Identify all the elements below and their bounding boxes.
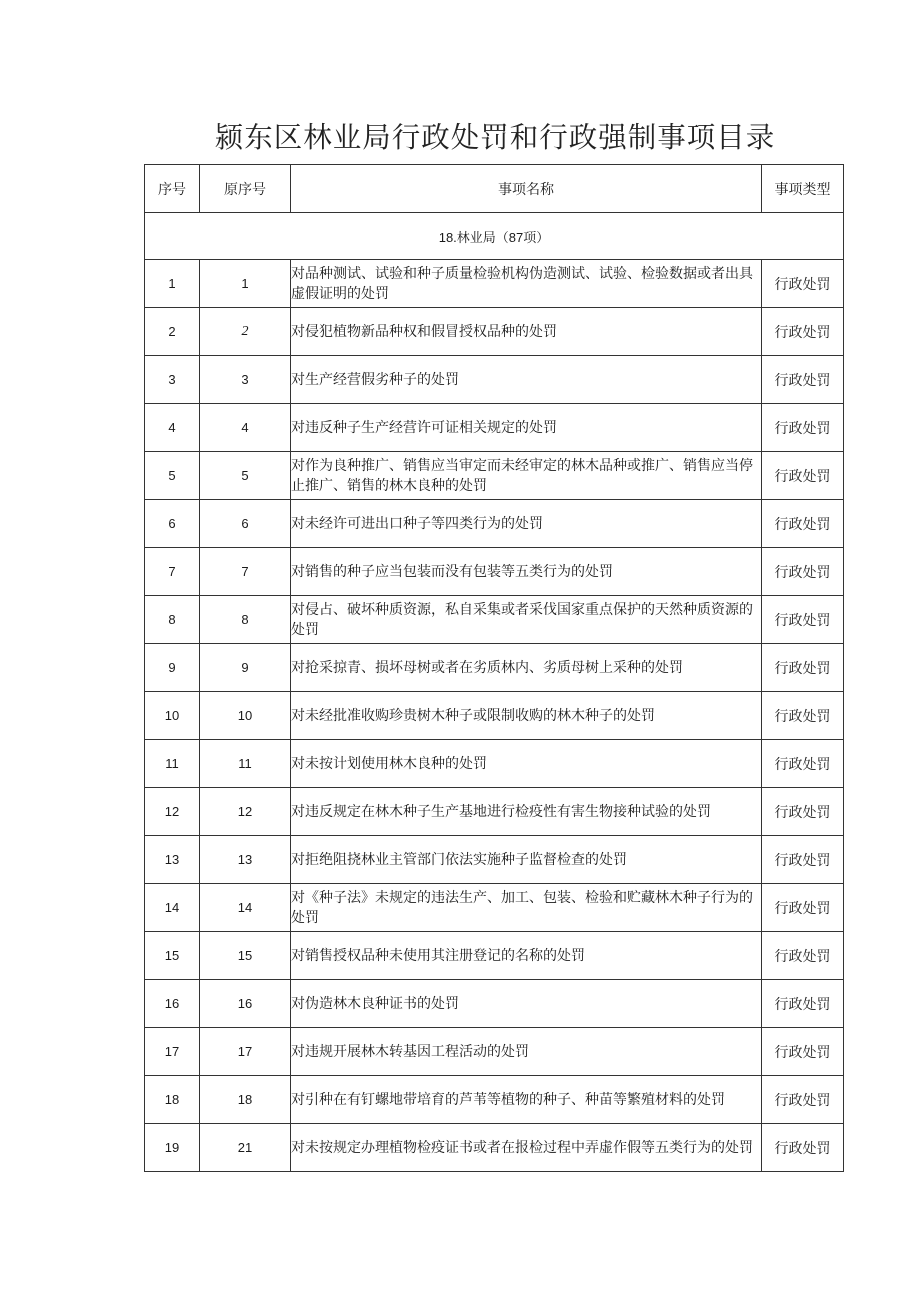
table-row bbox=[145, 836, 844, 884]
item-type-cell: 行政处罚 bbox=[762, 884, 844, 932]
orig-seq-cell: 9 bbox=[200, 644, 291, 692]
table-row bbox=[145, 308, 844, 356]
item-name-cell: 对违反种子生产经营许可证相关规定的处罚 bbox=[291, 404, 762, 452]
orig-seq-cell: 18 bbox=[200, 1076, 291, 1124]
item-type-cell: 行政处罚 bbox=[762, 500, 844, 548]
orig-seq-cell: 15 bbox=[200, 932, 291, 980]
seq-cell: 8 bbox=[145, 596, 200, 644]
seq-cell: 5 bbox=[145, 452, 200, 500]
item-type-cell: 行政处罚 bbox=[762, 788, 844, 836]
seq-cell: 10 bbox=[145, 692, 200, 740]
table-row bbox=[145, 1124, 844, 1172]
table-row bbox=[145, 740, 844, 788]
table-row bbox=[145, 548, 844, 596]
orig-seq-cell: 21 bbox=[200, 1124, 291, 1172]
catalog-table bbox=[144, 164, 844, 1172]
item-name-cell: 对生产经营假劣种子的处罚 bbox=[291, 356, 762, 404]
item-name-cell: 对未经许可进出口种子等四类行为的处罚 bbox=[291, 500, 762, 548]
seq-cell: 17 bbox=[145, 1028, 200, 1076]
item-name-cell: 对作为良种推广、销售应当审定而未经审定的林木品种或推广、销售应当停止推广、销售的林木良种的处罚 bbox=[291, 452, 762, 500]
item-name-cell: 对违反规定在林木种子生产基地进行检疫性有害生物接种试验的处罚 bbox=[291, 788, 762, 836]
item-type-cell: 行政处罚 bbox=[762, 932, 844, 980]
table-row bbox=[145, 1076, 844, 1124]
table-row bbox=[145, 884, 844, 932]
section-row bbox=[145, 213, 844, 260]
item-type-cell: 行政处罚 bbox=[762, 308, 844, 356]
item-type-cell: 行政处罚 bbox=[762, 836, 844, 884]
item-type-cell: 行政处罚 bbox=[762, 452, 844, 500]
item-name-cell: 对引种在有钉螺地带培育的芦苇等植物的种子、种苗等繁殖材料的处罚 bbox=[291, 1076, 762, 1124]
orig-seq-cell: 14 bbox=[200, 884, 291, 932]
header-item-name: 事项名称 bbox=[291, 165, 762, 213]
orig-seq-cell: 2 bbox=[200, 308, 291, 356]
orig-seq-cell: 7 bbox=[200, 548, 291, 596]
table-row bbox=[145, 932, 844, 980]
item-name-cell: 对伪造林木良种证书的处罚 bbox=[291, 980, 762, 1028]
item-name-cell: 对违规开展林木转基因工程活动的处罚 bbox=[291, 1028, 762, 1076]
item-name-cell: 对未经批准收购珍贵树木种子或限制收购的林木种子的处罚 bbox=[291, 692, 762, 740]
item-type-cell: 行政处罚 bbox=[762, 596, 844, 644]
table-row bbox=[145, 788, 844, 836]
seq-cell: 12 bbox=[145, 788, 200, 836]
orig-seq-cell: 5 bbox=[200, 452, 291, 500]
seq-cell: 19 bbox=[145, 1124, 200, 1172]
table-row bbox=[145, 596, 844, 644]
seq-cell: 7 bbox=[145, 548, 200, 596]
seq-cell: 4 bbox=[145, 404, 200, 452]
seq-cell: 11 bbox=[145, 740, 200, 788]
table-header-row bbox=[145, 165, 844, 213]
seq-cell: 16 bbox=[145, 980, 200, 1028]
page-title: 颍东区林业局行政处罚和行政强制事项目录 bbox=[214, 121, 776, 154]
orig-seq-cell: 3 bbox=[200, 356, 291, 404]
item-name-cell: 对拒绝阻挠林业主管部门依法实施种子监督检查的处罚 bbox=[291, 836, 762, 884]
item-name-cell: 对未按计划使用林木良种的处罚 bbox=[291, 740, 762, 788]
item-type-cell: 行政处罚 bbox=[762, 644, 844, 692]
item-type-cell: 行政处罚 bbox=[762, 1076, 844, 1124]
table-row bbox=[145, 452, 844, 500]
table-row bbox=[145, 356, 844, 404]
seq-cell: 6 bbox=[145, 500, 200, 548]
orig-seq-cell: 6 bbox=[200, 500, 291, 548]
seq-cell: 14 bbox=[145, 884, 200, 932]
orig-seq-cell: 4 bbox=[200, 404, 291, 452]
item-type-cell: 行政处罚 bbox=[762, 1028, 844, 1076]
header-orig-seq: 原序号 bbox=[200, 165, 291, 213]
item-name-cell: 对未按规定办理植物检疫证书或者在报检过程中弄虚作假等五类行为的处罚 bbox=[291, 1124, 762, 1172]
orig-seq-cell: 13 bbox=[200, 836, 291, 884]
item-type-cell: 行政处罚 bbox=[762, 1124, 844, 1172]
item-name-cell: 对销售的种子应当包装而没有包装等五类行为的处罚 bbox=[291, 548, 762, 596]
item-type-cell: 行政处罚 bbox=[762, 548, 844, 596]
item-type-cell: 行政处罚 bbox=[762, 692, 844, 740]
table-row bbox=[145, 1028, 844, 1076]
item-name-cell: 对抢采掠青、损坏母树或者在劣质林内、劣质母树上采种的处罚 bbox=[291, 644, 762, 692]
item-name-cell: 对侵犯植物新品种权和假冒授权品种的处罚 bbox=[291, 308, 762, 356]
item-type-cell: 行政处罚 bbox=[762, 740, 844, 788]
table-row bbox=[145, 692, 844, 740]
header-seq: 序号 bbox=[145, 165, 200, 213]
seq-cell: 15 bbox=[145, 932, 200, 980]
orig-seq-cell: 12 bbox=[200, 788, 291, 836]
table-row bbox=[145, 644, 844, 692]
item-name-cell: 对销售授权品种未使用其注册登记的名称的处罚 bbox=[291, 932, 762, 980]
orig-seq-cell: 17 bbox=[200, 1028, 291, 1076]
seq-cell: 13 bbox=[145, 836, 200, 884]
orig-seq-cell: 1 bbox=[200, 260, 291, 308]
item-name-cell: 对品种测试、试验和种子质量检验机构伪造测试、试验、检验数据或者出具虚假证明的处罚 bbox=[291, 260, 762, 308]
item-type-cell: 行政处罚 bbox=[762, 980, 844, 1028]
item-name-cell: 对侵占、破坏种质资源，私自采集或者采伐国家重点保护的天然种质资源的处罚 bbox=[291, 596, 762, 644]
seq-cell: 18 bbox=[145, 1076, 200, 1124]
table-row bbox=[145, 980, 844, 1028]
orig-seq-cell: 10 bbox=[200, 692, 291, 740]
table-row bbox=[145, 260, 844, 308]
orig-seq-cell: 8 bbox=[200, 596, 291, 644]
item-type-cell: 行政处罚 bbox=[762, 260, 844, 308]
item-type-cell: 行政处罚 bbox=[762, 356, 844, 404]
item-name-cell: 对《种子法》未规定的违法生产、加工、包装、检验和贮藏林木种子行为的处罚 bbox=[291, 884, 762, 932]
orig-seq-cell: 11 bbox=[200, 740, 291, 788]
seq-cell: 2 bbox=[145, 308, 200, 356]
section-title: 18.林业局（87项） bbox=[145, 213, 844, 260]
item-type-cell: 行政处罚 bbox=[762, 404, 844, 452]
table-row bbox=[145, 500, 844, 548]
seq-cell: 9 bbox=[145, 644, 200, 692]
seq-cell: 1 bbox=[145, 260, 200, 308]
table-row bbox=[145, 404, 844, 452]
seq-cell: 3 bbox=[145, 356, 200, 404]
header-item-type: 事项类型 bbox=[762, 165, 844, 213]
orig-seq-cell: 16 bbox=[200, 980, 291, 1028]
